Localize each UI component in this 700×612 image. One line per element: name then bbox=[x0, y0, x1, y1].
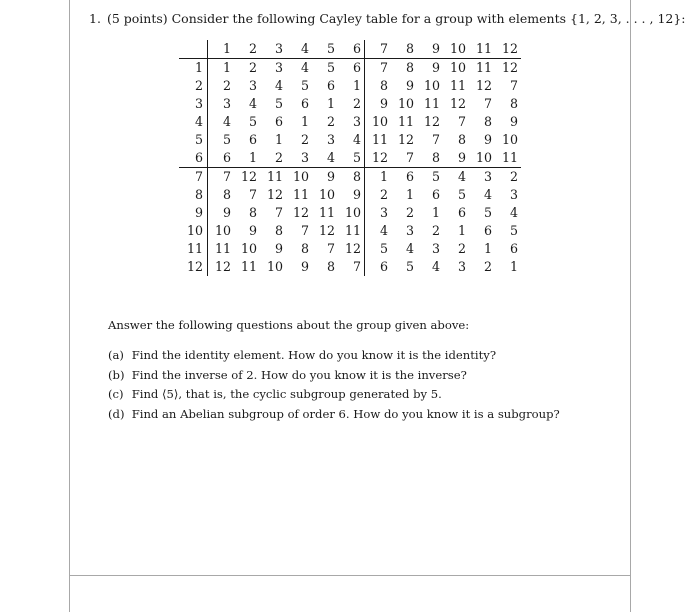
table-cell: 5 bbox=[222, 132, 231, 147]
table-cell: 11 bbox=[371, 132, 388, 147]
column-header: 9 bbox=[417, 40, 443, 59]
table-cell: 6 bbox=[483, 223, 492, 238]
table-cell: 12 bbox=[214, 259, 231, 274]
table-cell: 6 bbox=[300, 96, 309, 111]
table-cell: 12 bbox=[266, 187, 283, 202]
row-header: 4 bbox=[179, 113, 208, 131]
table-cell: 3 bbox=[379, 205, 388, 220]
table-cell: 4 bbox=[338, 131, 365, 149]
table-cell: 8 bbox=[509, 96, 518, 111]
table-cell: 2 bbox=[326, 114, 335, 129]
question-text: Find the identity element. How do you know it is the identity? bbox=[131, 348, 497, 362]
table-cell: 7 bbox=[300, 223, 309, 238]
table-cell: 3 bbox=[457, 259, 466, 274]
row-header: 5 bbox=[179, 131, 208, 149]
table-cell: 11 bbox=[214, 241, 231, 256]
table-cell: 9 bbox=[300, 259, 309, 274]
table-cell: 11 bbox=[318, 205, 335, 220]
table-cell: 9 bbox=[431, 60, 440, 75]
page-border-left bbox=[69, 0, 70, 612]
table-cell: 7 bbox=[338, 258, 365, 276]
table-cell: 12 bbox=[423, 114, 440, 129]
table-cell: 11 bbox=[423, 96, 440, 111]
table-cell: 2 bbox=[379, 187, 388, 202]
table-cell: 3 bbox=[431, 241, 440, 256]
table-cell: 8 bbox=[483, 114, 492, 129]
table-cell: 1 bbox=[300, 114, 309, 129]
table-cell: 8 bbox=[222, 187, 231, 202]
table-cell: 11 bbox=[338, 222, 365, 240]
page-border-bottom bbox=[69, 575, 631, 576]
table-row bbox=[179, 204, 521, 222]
table-cell: 1 bbox=[509, 259, 518, 274]
table-cell: 11 bbox=[397, 114, 414, 129]
table-cell: 12 bbox=[338, 240, 365, 258]
row-header: 12 bbox=[179, 258, 208, 276]
table-row bbox=[179, 222, 521, 240]
table-cell: 5 bbox=[274, 96, 283, 111]
table-cell: 10 bbox=[338, 204, 365, 222]
table-row bbox=[179, 131, 521, 149]
table-cell: 1 bbox=[457, 223, 466, 238]
table-cell: 4 bbox=[248, 96, 257, 111]
row-header: 3 bbox=[179, 95, 208, 113]
table-cell: 7 bbox=[248, 187, 257, 202]
row-header: 10 bbox=[179, 222, 208, 240]
table-cell: 2 bbox=[260, 149, 286, 168]
table-cell: 8 bbox=[405, 60, 414, 75]
table-cell: 11 bbox=[240, 259, 257, 274]
table-cell: 1 bbox=[222, 60, 231, 75]
table-cell: 1 bbox=[234, 149, 260, 168]
table-cell: 4 bbox=[274, 78, 283, 93]
table-row bbox=[179, 77, 521, 95]
table-cell: 6 bbox=[457, 205, 466, 220]
table-cell: 2 bbox=[248, 60, 257, 75]
question-text: Find an Abelian subgroup of order 6. How do you know it is a subgroup? bbox=[131, 406, 560, 421]
column-header: 8 bbox=[391, 40, 417, 59]
column-header: 5 bbox=[312, 40, 338, 59]
table-cell: 6 bbox=[431, 187, 440, 202]
table-cell: 8 bbox=[300, 241, 309, 256]
table-cell: 8 bbox=[274, 223, 283, 238]
table-cell: 5 bbox=[405, 259, 414, 274]
table-cell: 8 bbox=[326, 259, 335, 274]
row-header: 11 bbox=[179, 240, 208, 258]
table-cell: 7 bbox=[326, 241, 335, 256]
table-cell: 9 bbox=[483, 132, 492, 147]
table-header-row bbox=[179, 40, 521, 59]
table-row bbox=[179, 186, 521, 204]
column-header: 6 bbox=[338, 40, 365, 59]
question-label: (d) bbox=[108, 406, 125, 421]
table-cell: 3 bbox=[483, 169, 492, 184]
table-cell: 6 bbox=[379, 259, 388, 274]
question-d bbox=[108, 405, 560, 425]
table-cell: 12 bbox=[240, 169, 257, 184]
table-cell: 12 bbox=[449, 96, 466, 111]
table-cell: 8 bbox=[379, 78, 388, 93]
table-cell: 10 bbox=[423, 78, 440, 93]
table-cell: 10 bbox=[292, 169, 309, 184]
table-cell: 8 bbox=[457, 132, 466, 147]
table-cell: 3 bbox=[326, 132, 335, 147]
table-cell: 6 bbox=[326, 78, 335, 93]
row-header: 9 bbox=[179, 204, 208, 222]
table-cell: 1 bbox=[431, 205, 440, 220]
table-cell: 3 bbox=[338, 113, 365, 131]
problem-text: (5 points) Consider the following Cayley table for a group with elements {1, 2, 3, . . . , 12}: bbox=[106, 11, 686, 26]
table-cell: 8 bbox=[338, 168, 365, 187]
table-cell: 6 bbox=[338, 59, 365, 78]
problem-number: 1. bbox=[89, 11, 101, 26]
table-cell: 7 bbox=[457, 114, 466, 129]
table-row bbox=[179, 149, 521, 168]
column-header: 7 bbox=[365, 40, 392, 59]
row-header: 1 bbox=[179, 59, 208, 78]
column-header: 2 bbox=[234, 40, 260, 59]
table-cell: 5 bbox=[509, 223, 518, 238]
table-cell: 12 bbox=[397, 132, 414, 147]
table-cell: 5 bbox=[379, 241, 388, 256]
question-label: (c) bbox=[108, 387, 124, 401]
table-row bbox=[179, 113, 521, 131]
table-cell: 10 bbox=[214, 223, 231, 238]
table-cell: 10 bbox=[371, 114, 388, 129]
table-cell: 5 bbox=[457, 187, 466, 202]
question-a bbox=[108, 346, 560, 366]
question-b bbox=[108, 366, 560, 386]
table-cell: 10 bbox=[501, 132, 518, 147]
table-cell: 9 bbox=[274, 241, 283, 256]
table-cell: 4 bbox=[222, 114, 231, 129]
page-border-right bbox=[630, 0, 631, 612]
table-cell: 12 bbox=[501, 60, 518, 75]
table-cell: 6 bbox=[248, 132, 257, 147]
question-text: Find the inverse of 2. How do you know it is the inverse? bbox=[131, 367, 467, 382]
table-cell: 2 bbox=[338, 95, 365, 113]
table-cell: 10 bbox=[318, 187, 335, 202]
table-cell: 5 bbox=[431, 169, 440, 184]
question-label: (b) bbox=[108, 367, 125, 382]
table-cell: 10 bbox=[240, 241, 257, 256]
table-cell: 4 bbox=[312, 149, 338, 168]
table-cell: 10 bbox=[397, 96, 414, 111]
table-cell: 1 bbox=[379, 169, 388, 184]
table-cell: 4 bbox=[300, 60, 309, 75]
table-cell: 11 bbox=[292, 187, 309, 202]
table-cell: 9 bbox=[338, 186, 365, 204]
table-cell: 12 bbox=[292, 205, 309, 220]
table-cell: 7 bbox=[509, 78, 518, 93]
row-header: 6 bbox=[179, 149, 208, 168]
row-header: 2 bbox=[179, 77, 208, 95]
table-cell: 2 bbox=[222, 78, 231, 93]
table-cell: 4 bbox=[431, 259, 440, 274]
column-header: 11 bbox=[469, 40, 495, 59]
table-cell: 2 bbox=[431, 223, 440, 238]
column-header: 10 bbox=[443, 40, 469, 59]
table-cell: 1 bbox=[483, 241, 492, 256]
table-cell: 1 bbox=[274, 132, 283, 147]
column-header: 1 bbox=[208, 40, 235, 59]
table-row bbox=[179, 95, 521, 113]
column-header: 12 bbox=[495, 40, 521, 59]
table-cell: 1 bbox=[338, 77, 365, 95]
table-cell: 7 bbox=[379, 60, 388, 75]
table-cell: 9 bbox=[326, 169, 335, 184]
table-row bbox=[179, 258, 521, 276]
table-cell: 7 bbox=[222, 169, 231, 184]
table-cell: 5 bbox=[338, 149, 365, 168]
row-header: 7 bbox=[179, 168, 208, 187]
table-cell: 2 bbox=[509, 169, 518, 184]
table-cell: 10 bbox=[449, 60, 466, 75]
table-cell: 3 bbox=[509, 187, 518, 202]
table-cell: 9 bbox=[248, 223, 257, 238]
table-cell: 12 bbox=[318, 223, 335, 238]
table-cell: 4 bbox=[483, 187, 492, 202]
table-cell: 11 bbox=[449, 78, 466, 93]
table-cell: 2 bbox=[300, 132, 309, 147]
table-cell: 3 bbox=[274, 60, 283, 75]
column-header: 4 bbox=[286, 40, 312, 59]
table-cell: 11 bbox=[266, 169, 283, 184]
table-cell: 1 bbox=[405, 187, 414, 202]
table-cell: 4 bbox=[405, 241, 414, 256]
table-cell: 11 bbox=[495, 149, 521, 168]
table-cell: 5 bbox=[300, 78, 309, 93]
table-cell: 1 bbox=[326, 96, 335, 111]
table-corner-cell bbox=[179, 40, 208, 59]
table-cell: 11 bbox=[475, 60, 492, 75]
table-cell: 8 bbox=[248, 205, 257, 220]
table-cell: 2 bbox=[457, 241, 466, 256]
table-cell: 4 bbox=[379, 223, 388, 238]
table-cell: 7 bbox=[274, 205, 283, 220]
table-cell: 3 bbox=[405, 223, 414, 238]
table-cell: 8 bbox=[417, 149, 443, 168]
table-cell: 9 bbox=[222, 205, 231, 220]
table-cell: 5 bbox=[248, 114, 257, 129]
table-cell: 12 bbox=[475, 78, 492, 93]
column-header: 3 bbox=[260, 40, 286, 59]
row-header: 8 bbox=[179, 186, 208, 204]
table-cell: 9 bbox=[509, 114, 518, 129]
table-cell: 4 bbox=[509, 205, 518, 220]
table-cell: 7 bbox=[483, 96, 492, 111]
table-cell: 6 bbox=[405, 169, 414, 184]
problem-statement bbox=[89, 11, 686, 27]
table-cell: 5 bbox=[483, 205, 492, 220]
table-cell: 7 bbox=[431, 132, 440, 147]
question-c bbox=[108, 385, 560, 405]
table-cell: 3 bbox=[248, 78, 257, 93]
table-cell: 3 bbox=[286, 149, 312, 168]
table-cell: 3 bbox=[222, 96, 231, 111]
question-list bbox=[108, 346, 560, 424]
table-cell: 12 bbox=[365, 149, 392, 168]
table-cell: 5 bbox=[326, 60, 335, 75]
table-cell: 6 bbox=[509, 241, 518, 256]
table-cell: 2 bbox=[405, 205, 414, 220]
table-cell: 4 bbox=[457, 169, 466, 184]
table-cell: 9 bbox=[443, 149, 469, 168]
answer-intro: Answer the following questions about the group given above: bbox=[108, 318, 470, 332]
table-row bbox=[179, 240, 521, 258]
table-cell: 10 bbox=[469, 149, 495, 168]
table-cell: 7 bbox=[391, 149, 417, 168]
table-row bbox=[179, 168, 521, 187]
table-cell: 6 bbox=[274, 114, 283, 129]
table-cell: 9 bbox=[379, 96, 388, 111]
table-cell: 10 bbox=[266, 259, 283, 274]
question-label: (a) bbox=[108, 348, 124, 362]
table-cell: 9 bbox=[405, 78, 414, 93]
table-cell: 6 bbox=[208, 149, 235, 168]
cayley-table bbox=[179, 40, 521, 276]
question-text: Find ⟨5⟩, that is, the cyclic subgroup generated by 5. bbox=[131, 387, 442, 401]
table-cell: 2 bbox=[483, 259, 492, 274]
table-row bbox=[179, 59, 521, 78]
